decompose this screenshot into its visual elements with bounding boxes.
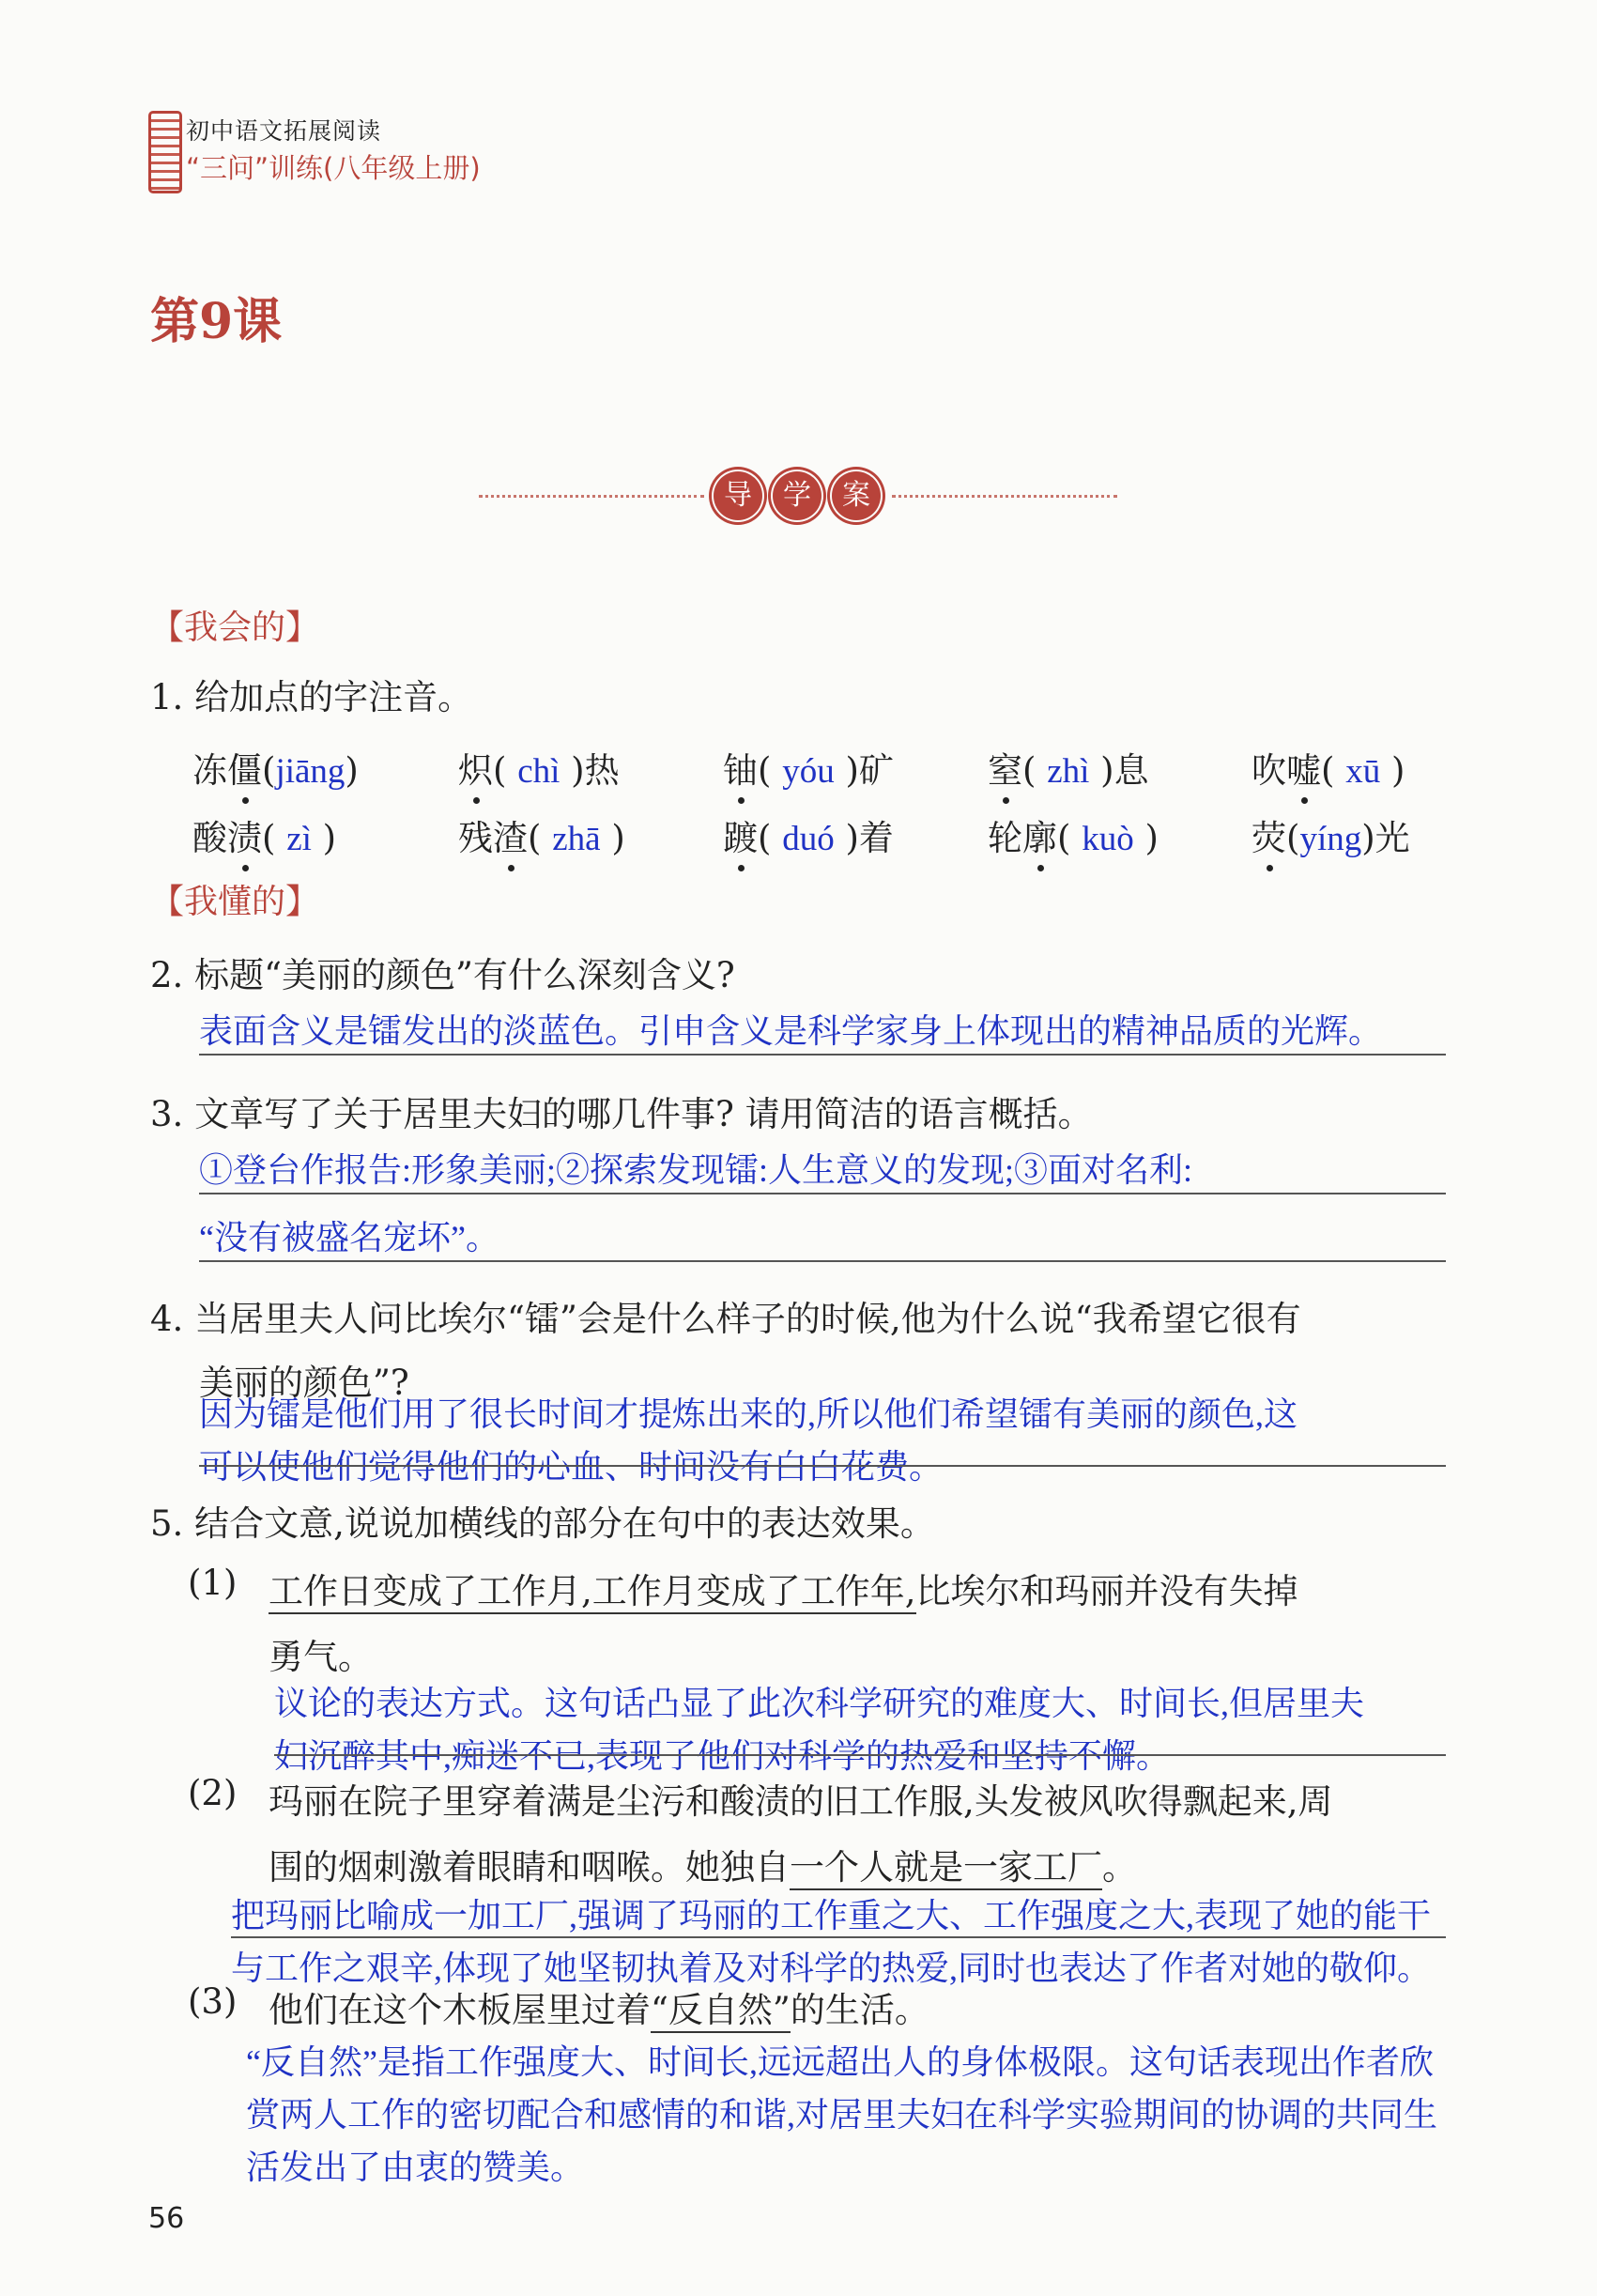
q1-paren-close: ) (311, 818, 337, 858)
q5-3-answer-line3: 活发出了由衷的赞美。 (246, 2149, 585, 2186)
q1-pinyin-answer: zhā (552, 820, 601, 858)
q1-item-prefix: 冻 (192, 750, 227, 791)
banner-right-dots (892, 495, 1117, 498)
q5-1-number: (1) (188, 1563, 238, 1603)
q4-prompt-line1: 4. 当居里夫人问比埃尔“镭”会是什么样子的时候,他为什么说“我希望它很有 (150, 1299, 1301, 1339)
q3-prompt: 3. 文章写了关于居里夫妇的哪几件事? 请用简洁的语言概括。 (150, 1094, 1093, 1134)
q5-3-post: 的生活。 (790, 1990, 929, 2030)
q4-answer-line2: 可以使他们觉得他们的心血、时间没有白白花费。 (199, 1448, 944, 1486)
q4-answer-line1: 因为镭是他们用了很长时间才提炼出来的,所以他们希望镭有美丽的颜色,这 (199, 1395, 1298, 1433)
q1-paren-close: ) (600, 818, 625, 858)
answer-line (199, 1260, 1446, 1262)
q1-item (1251, 742, 1405, 793)
q1-pinyin-answer: zì (286, 820, 312, 858)
q5-2-answer-line1: 把玛丽比喻成一加工厂,强调了玛丽的工作重之大、工作强度之大,表现了她的能干 (231, 1897, 1432, 1934)
page-number: 56 (148, 2202, 185, 2235)
q1-paren-close: ) (834, 750, 859, 791)
q1-dotted-char: 渍 (227, 809, 262, 860)
series-title: 初中语文拓展阅读 (186, 117, 382, 145)
q1-dotted-char: 铀 (723, 742, 758, 793)
q1-paren-close: ) (1089, 750, 1114, 791)
q5-2-post: 。 (1102, 1847, 1137, 1888)
q5-1-answer-line1: 议论的表达方式。这句话凸显了此次科学研究的难度大、时间长,但居里夫 (274, 1685, 1365, 1722)
q5-3-sentence (269, 1981, 929, 2032)
q1-dotted-char: 踱 (723, 809, 758, 860)
q1-paren-open: ( (1321, 750, 1346, 791)
q1-item (1251, 809, 1410, 860)
q1-pinyin-answer: kuò (1082, 820, 1134, 858)
banner-left-dots (479, 495, 704, 498)
q5-2-pre: 围的烟刺激着眼睛和咽喉。她独自 (269, 1847, 790, 1888)
q5-1-sentence-rest: 比埃尔和玛丽并没有失掉 (915, 1571, 1298, 1611)
q1-pinyin-answer: jiāng (275, 752, 346, 791)
q1-dotted-char: 廓 (1022, 809, 1057, 860)
answer-line (231, 1936, 1446, 1938)
q3-answer-line2: “没有被盛名宠坏”。 (199, 1219, 499, 1256)
q5-1-sentence (269, 1563, 1298, 1613)
series-subtitle: “三问”训练(八年级上册) (186, 152, 481, 184)
answer-line (274, 1754, 1446, 1756)
q1-pinyin-answer: xū (1345, 752, 1381, 791)
q5-1-answer-line2: 妇沉醉其中,痴迷不已,表现了他们对科学的热爱和坚持不懈。 (274, 1737, 1171, 1775)
q1-item (988, 809, 1159, 860)
q1-paren-open: ( (1286, 818, 1300, 858)
q1-dotted-char: 渣 (493, 809, 528, 860)
banner-char-3: 案 (832, 471, 881, 520)
q4-prompt-line2: 美丽的颜色”? (199, 1363, 409, 1403)
q1-item-prefix: 残 (458, 818, 493, 858)
q1-item-suffix: 矿 (858, 750, 894, 791)
q1-paren-open: ( (493, 750, 518, 791)
q5-2-sentence-line1: 玛丽在院子里穿着满是尘污和酸渍的旧工作服,头发被风吹得飘起来,周 (269, 1781, 1333, 1822)
q1-paren-close: ) (1361, 818, 1375, 858)
q1-paren-open: ( (262, 750, 276, 791)
q1-dotted-char: 僵 (227, 742, 262, 793)
q1-paren-close: ) (834, 818, 859, 858)
q2-prompt: 2. 标题“美丽的颜色”有什么深刻含义? (150, 955, 735, 995)
q5-3-number: (3) (188, 1981, 238, 2022)
q1-item-prefix: 轮 (988, 818, 1022, 858)
q5-prompt: 5. 结合文意,说说加横线的部分在句中的表达效果。 (150, 1503, 935, 1544)
q1-pinyin-answer: yíng (1299, 820, 1362, 858)
q2-answer: 表面含义是镭发出的淡蓝色。引申含义是科学家身上体现出的精神品质的光辉。 (199, 1012, 1383, 1050)
q1-pinyin-answer: chì (517, 752, 560, 791)
answer-line (199, 1465, 1446, 1467)
section-heading-know: 【我会的】 (150, 609, 320, 647)
q1-paren-open: ( (1022, 750, 1048, 791)
q1-paren-close: ) (560, 750, 585, 791)
q1-dotted-char: 炽 (458, 742, 493, 793)
q5-3-underlined: “反自然” (651, 1990, 791, 2033)
q1-item (192, 742, 359, 793)
q5-1-underlined: 工作日变成了工作月,工作月变成了工作年, (269, 1571, 916, 1614)
section-heading-understand: 【我懂的】 (150, 883, 320, 921)
q1-item-suffix: 热 (584, 750, 620, 791)
q1-pinyin-answer: yóu (782, 752, 835, 791)
q1-pinyin-answer: zhì (1047, 752, 1090, 791)
q1-paren-open: ( (262, 818, 287, 858)
lesson-title: 第9课 (150, 293, 283, 350)
q1-item (723, 809, 894, 860)
q1-pinyin-answer: duó (782, 820, 835, 858)
q5-2-number: (2) (188, 1773, 238, 1813)
q1-paren-close: ) (1133, 818, 1159, 858)
q5-2-sentence-line2 (269, 1839, 1137, 1889)
q1-item-suffix: 光 (1374, 818, 1410, 858)
q1-paren-close: ) (345, 750, 359, 791)
q1-item-suffix: 着 (858, 818, 894, 858)
banner-char-1: 导 (714, 471, 762, 520)
q1-prompt: 1. 给加点的字注音。 (150, 677, 473, 717)
q5-2-answer-line2: 与工作之艰辛,体现了她坚韧执着及对科学的热爱,同时也表达了作者对她的敬仰。 (231, 1949, 1432, 1987)
q1-item-prefix: 吹 (1251, 750, 1286, 791)
q1-paren-open: ( (758, 818, 783, 858)
q1-item (723, 742, 894, 793)
series-logo-icon (148, 111, 182, 193)
q5-3-answer-line1: “反自然”是指工作强度大、时间长,远远超出人的身体极限。这句话表现出作者欣 (246, 2043, 1434, 2081)
q1-item-suffix: 息 (1113, 750, 1149, 791)
q5-2-underlined: 一个人就是一家工厂 (790, 1847, 1102, 1890)
q1-item (458, 809, 625, 860)
q1-paren-open: ( (1057, 818, 1083, 858)
q1-paren-open: ( (528, 818, 553, 858)
q1-paren-open: ( (758, 750, 783, 791)
answer-line (199, 1054, 1446, 1056)
q1-paren-close: ) (1380, 750, 1405, 791)
banner-char-2: 学 (773, 471, 822, 520)
answer-line (199, 1193, 1446, 1194)
q5-1-sentence-line2: 勇气。 (269, 1637, 373, 1677)
q1-item (458, 742, 620, 793)
q1-dotted-char: 荧 (1251, 809, 1286, 860)
q1-item (988, 742, 1149, 793)
q1-item (192, 809, 336, 860)
q3-answer-line1: ①登台作报告:形象美丽;②探索发现镭:人生意义的发现;③面对名利: (199, 1151, 1193, 1189)
q5-3-pre: 他们在这个木板屋里过着 (269, 1990, 651, 2030)
q5-3-answer-line2: 赏两人工作的密切配合和感情的和谐,对居里夫妇在科学实验期间的协调的共同生 (246, 2096, 1438, 2134)
q1-dotted-char: 嘘 (1286, 742, 1321, 793)
q1-item-prefix: 酸 (192, 818, 227, 858)
q1-dotted-char: 窒 (988, 742, 1022, 793)
